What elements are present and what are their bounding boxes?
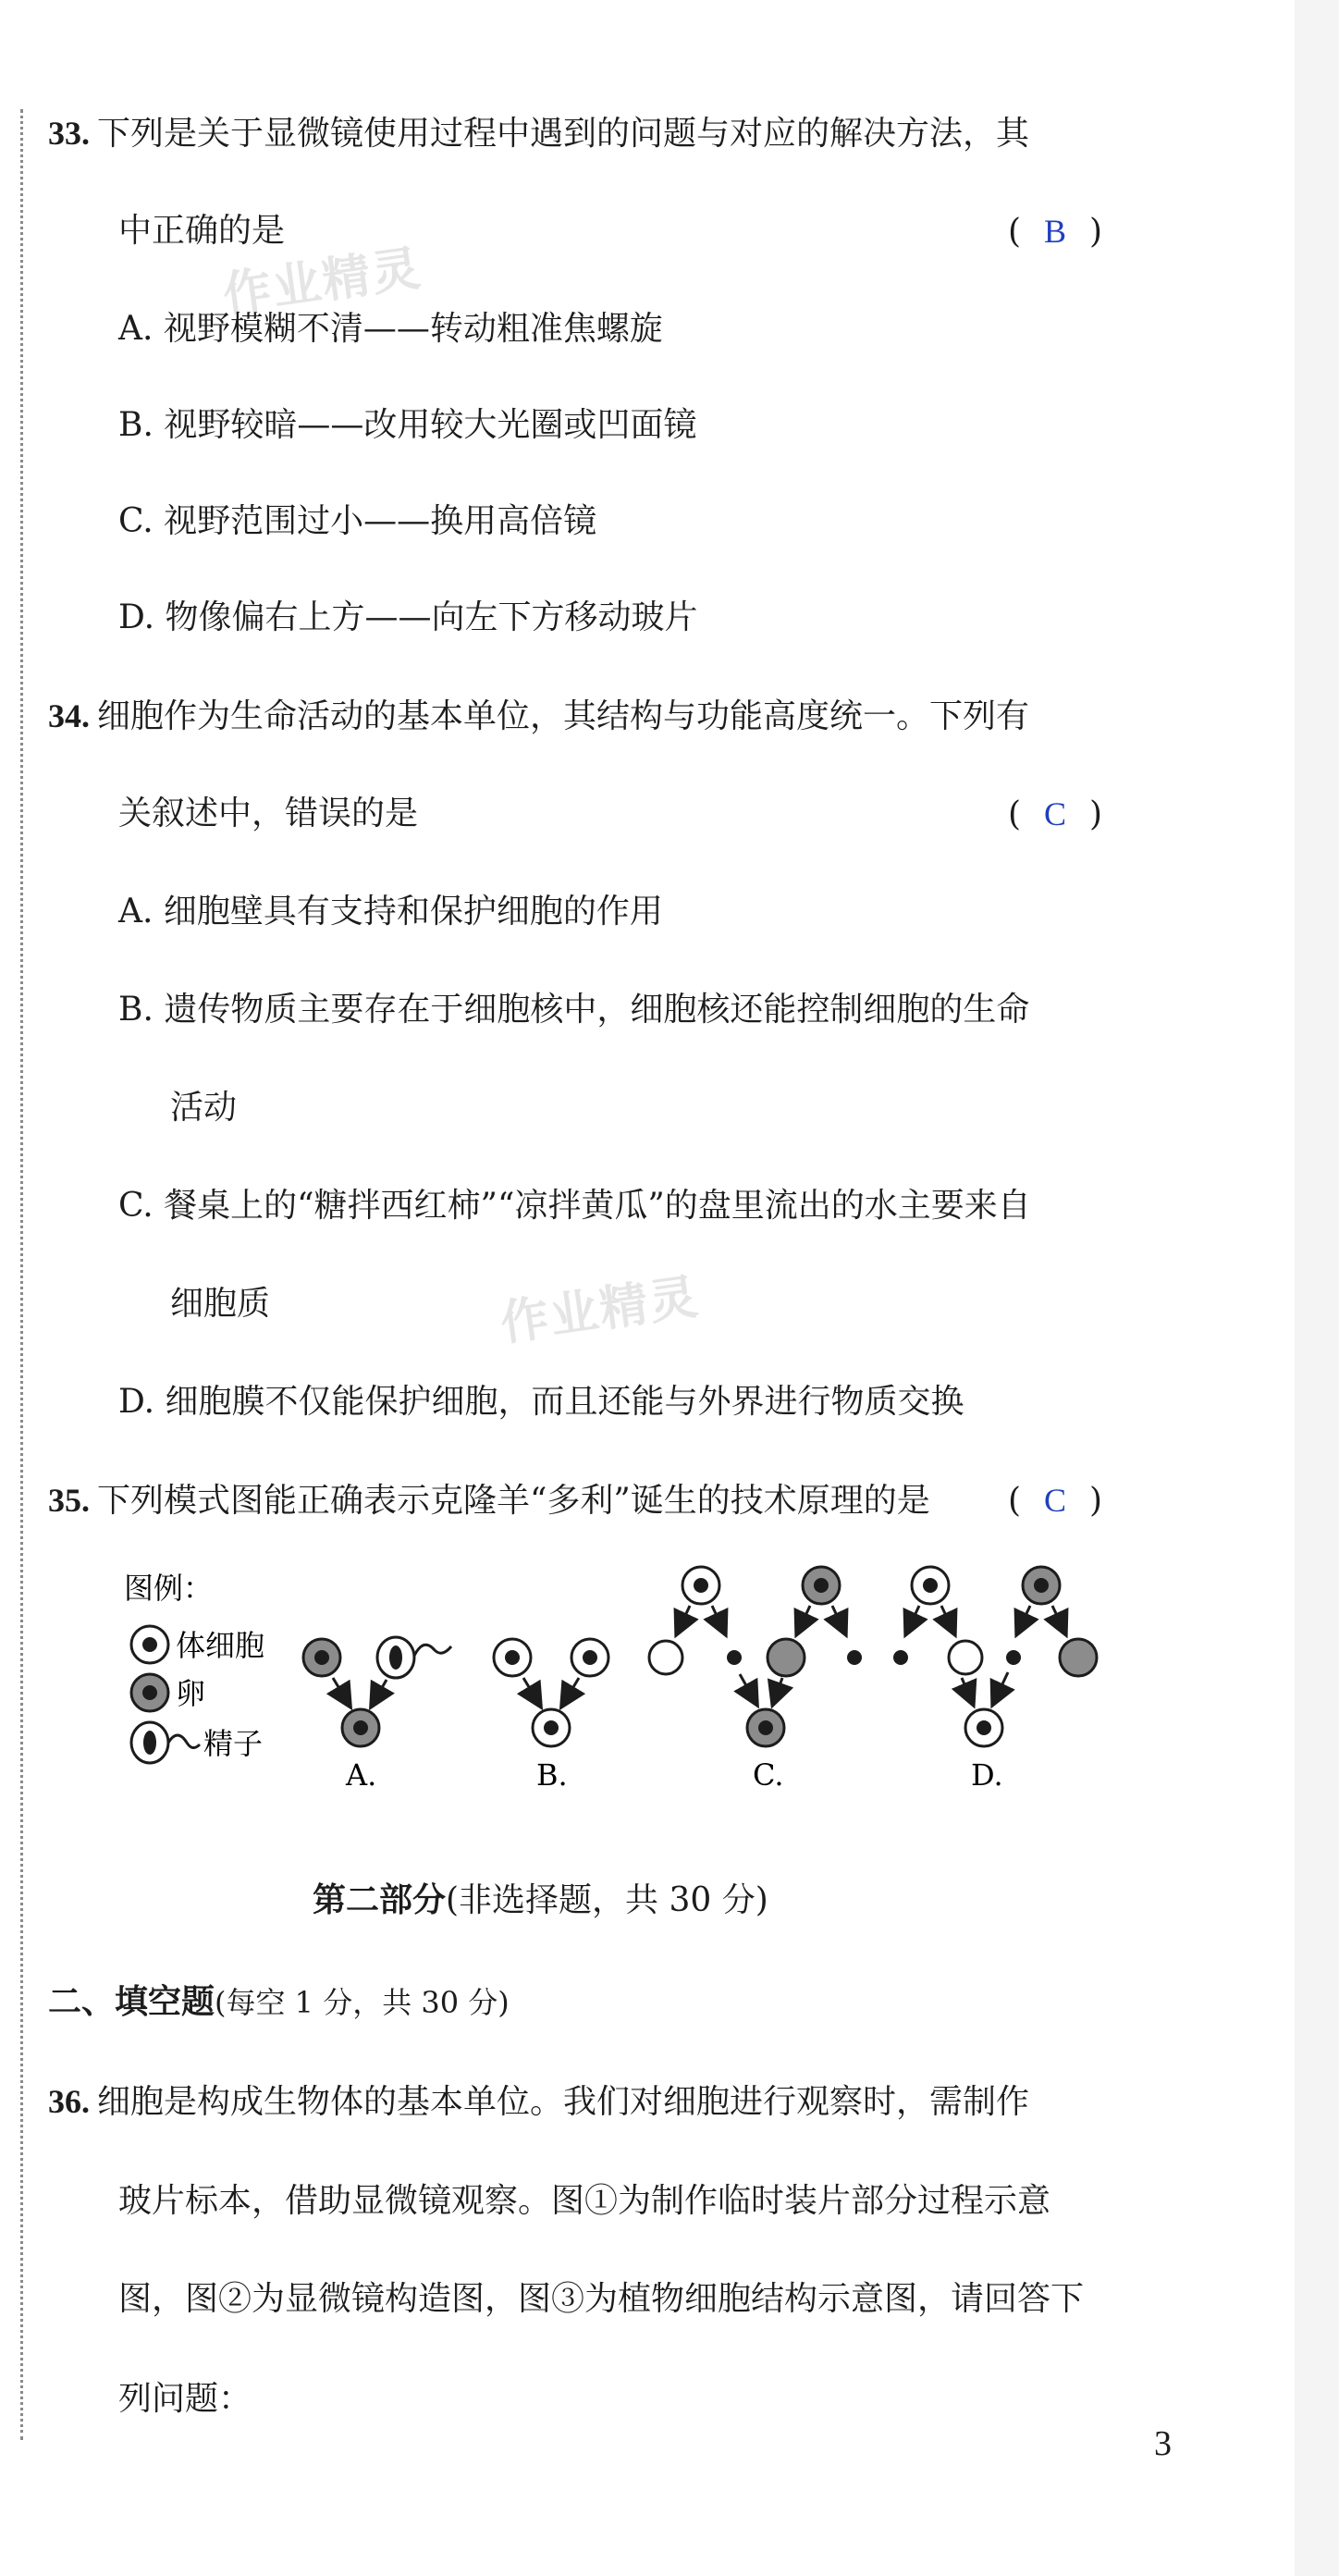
option-d: D. 细胞膜不仅能保护细胞，而且还能与外界进行物质交换 (118, 1383, 964, 1421)
option-c-cont: 细胞质 (170, 1285, 271, 1323)
option-a-diagram (303, 1637, 451, 1793)
option-label: B. (536, 1757, 568, 1793)
question-36-line: 玻片标本，借助显微镜观察。图①为制作临时装片部分过程示意 (118, 2182, 1051, 2220)
legend-label: 卵 (176, 1676, 206, 1711)
question-number: 34. (48, 697, 90, 734)
page-number: 3 (1154, 2424, 1172, 2463)
legend-title: 图例： (124, 1571, 214, 1606)
option-b: B. 视野较暗——改用较大光圈或凹面镜 (118, 406, 697, 444)
answer-34: C (1044, 795, 1067, 832)
option-b-diagram (494, 1639, 608, 1793)
question-34-stem-cont: 关叙述中，错误的是 (118, 795, 419, 832)
section-note: (每空 1 分，共 30 分) (215, 1985, 510, 2020)
stem-text: 细胞作为生命活动的基本单位，其结构与功能高度统一。下列有 (97, 697, 1030, 735)
part-two-heading (313, 1880, 768, 1921)
answer-bracket-34: ( C ) (1008, 795, 1103, 833)
question-36-stem (48, 2081, 1029, 2123)
question-number: 35. (48, 1482, 90, 1519)
option-c: C. 视野范围过小——换用高倍镜 (118, 502, 597, 540)
legend-somatic-cell (131, 1626, 264, 1663)
question-36-line: 图，图②为显微镜构造图，图③为植物细胞结构示意图，请回答下 (118, 2280, 1085, 2318)
question-33-stem (48, 113, 1029, 154)
option-b: B. 遗传物质主要存在于细胞核中，细胞核还能控制细胞的生命 (118, 991, 1030, 1029)
option-c: C. 餐桌上的“糖拌西红柿”“凉拌黄瓜”的盘里流出的水主要来自 (118, 1187, 1031, 1225)
cloning-diagram (111, 1563, 1147, 1831)
stem-text: 下列是关于显微镜使用过程中遇到的问题与对应的解决方法，其 (97, 115, 1030, 153)
part-title: 第二部分 (313, 1880, 447, 1919)
section-two-heading (48, 1981, 510, 2023)
question-number: 36. (48, 2083, 90, 2120)
legend-egg (131, 1674, 205, 1711)
question-number: 33. (48, 115, 90, 152)
section-title: 二、填空题 (48, 1982, 215, 2021)
question-33-stem-cont: 中正确的是 (118, 212, 286, 250)
option-c-diagram (649, 1567, 862, 1793)
question-34-stem (48, 696, 1029, 737)
option-a: A. 视野模糊不清——转动粗准焦螺旋 (118, 310, 663, 348)
option-b-cont: 活动 (170, 1089, 238, 1127)
option-label: A. (346, 1757, 377, 1793)
option-d-diagram (893, 1567, 1097, 1793)
legend-sperm (131, 1722, 263, 1763)
question-35-stem (48, 1480, 930, 1522)
legend-label: 精子 (203, 1726, 264, 1761)
option-d: D. 物像偏右上方——向左下方移动玻片 (118, 598, 698, 636)
option-a: A. 细胞壁具有支持和保护细胞的作用 (118, 893, 663, 931)
watermark-logo: 作业精灵 (497, 1269, 703, 1352)
answer-bracket-35: ( C ) (1008, 1482, 1103, 1520)
answer-bracket-33: ( B ) (1008, 213, 1103, 251)
stem-text: 细胞是构成生物体的基本单位。我们对细胞进行观察时，需制作 (97, 2083, 1030, 2121)
binding-dotted-line (20, 109, 23, 2440)
option-label: C. (753, 1757, 784, 1793)
watermark-logo: 作业精灵 (219, 240, 425, 324)
legend-label: 体细胞 (176, 1628, 265, 1663)
question-36-line: 列问题： (118, 2380, 252, 2418)
option-label: D. (971, 1757, 1003, 1793)
stem-text: 下列模式图能正确表示克隆羊“多利”诞生的技术原理的是 (97, 1482, 930, 1520)
answer-35: C (1044, 1482, 1067, 1519)
answer-33: B (1044, 213, 1067, 250)
part-note: (非选择题，共 30 分) (446, 1881, 768, 1919)
